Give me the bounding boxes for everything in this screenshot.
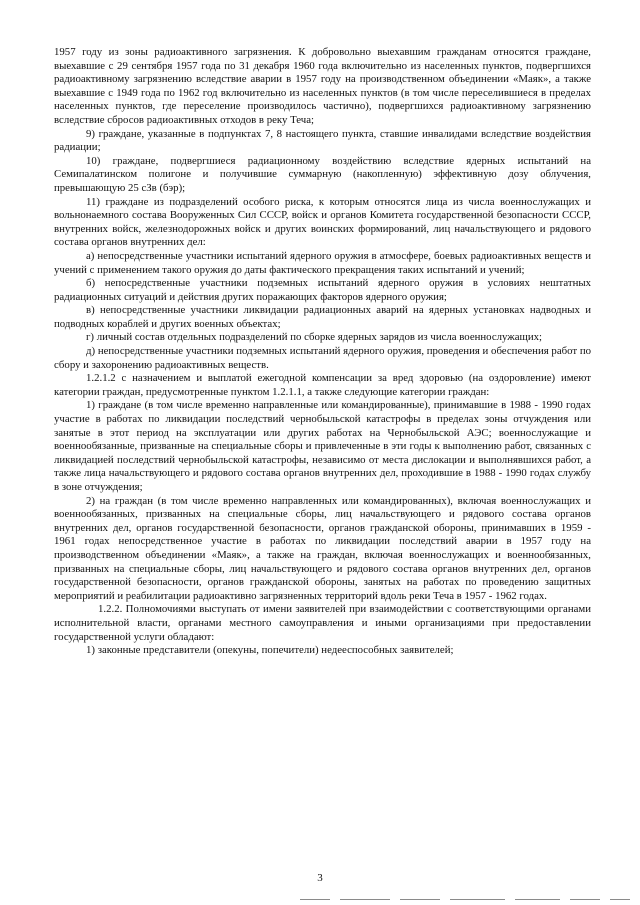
paragraph-section-1-2-1-2: 1.2.1.2 с назначением и выплатой ежегодной компенсации за вред здоровью (на оздоровление) имеют категории граждан, предусмотренные пунктом 1.2.1.1, а также следующие категории граждан: bbox=[54, 372, 591, 398]
paragraph-item-11: 11) граждане из подразделений особого риска, к которым относятся лица из числа военнослужащих и вольнонаемного состава Вооруженных Сил СССР, войск и органов Комитета государственной безопасности СССР, внутренних войск, железнодорожных войск и других воинских формирований, лиц начальствующего и рядового состава органов внутренних дел: bbox=[54, 195, 591, 249]
paragraph-subitem-v: в) непосредственные участники ликвидации радиационных аварий на ядерных установках надводных и подводных кораблей и других военных объектах; bbox=[54, 304, 591, 330]
paragraph-subitem-g: г) личный состав отдельных подразделений по сборке ядерных зарядов из числа военнослужащих; bbox=[86, 331, 543, 344]
paragraph-1-2-2-item-1: 1) законные представители (опекуны, попечители) недееспособных заявителей; bbox=[86, 644, 454, 657]
paragraph-subitem-d: д) непосредственные участники подземных испытаний ядерного оружия, проведения и обеспечения работ по сбору и захоронению радиоактивных веществ. bbox=[54, 345, 591, 371]
paragraph-continuation: 1957 году из зоны радиоактивного загрязнения. К добровольно выехавшим гражданам относятся граждане, выехавшие с 29 сентября 1957 года по 31 декабря 1960 года включительно из населенных пунктов, подвергшихся радиоактивному загрязнению вследствие аварии в 1957 году на производственном объединении «Маяк», а также выехавшие с 1949 года по 1962 год включительно из населенных пунктов (в том числе переселившиеся в пределах населенных пунктов, где переселение производилось частично), подвергшихся радиоактивному загрязнению вследствие сбросов радиоактивных отходов в реку Теча; bbox=[54, 46, 591, 126]
paragraph-item-10: 10) граждане, подвергшиеся радиационному воздействию вследствие ядерных испытаний на Семипалатинском полигоне и получившие суммарную (накопленную) эффективную дозу облучения, превышающую 25 сЗв (бэр); bbox=[54, 154, 591, 194]
paragraph-section-1-2-2: 1.2.2. Полномочиями выступать от имени заявителей при взаимодействии с соответствующими органами исполнительной власти, органами местного самоуправления и иными организациями при предоставлении государственной услуги обладают: bbox=[54, 603, 591, 643]
paragraph-1-2-1-2-item-2: 2) на граждан (в том числе временно направленных или командированных), включая военнослужащих и военнообязанных, призванных на специальные сборы, лиц начальствующего и рядового состава органов внутренних дел, органов государственной безопасности, органов гражданской обороны, принимавших в 1959 - 1961 годах непосредственное участие в работах по ликвидации последствий аварии в 1957 году на производственном объединении «Маяк», а также на граждан, включая военнослужащих и военнообязанных, призванных на специальные сборы, лиц начальствующего и рядового состава органов внутренних дел, органов государственной безопасности, органов гражданской обороны, занятых на работах по проведению защитных мероприятий и реабилитации радиоактивно загрязненных территорий вдоль реки Теча в 1957 - 1962 годах. bbox=[54, 494, 591, 602]
paragraph-subitem-a: а) непосредственные участники испытаний ядерного оружия в атмосфере, боевых радиоактивных веществ и учений с применением такого оружия до даты фактического прекращения таких испытаний и учений; bbox=[54, 249, 591, 276]
paragraph-item-9: 9) граждане, указанные в подпунктах 7, 8 настоящего пункта, ставшие инвалидами вследствие воздействия радиации; bbox=[54, 127, 591, 154]
scan-artifact-lines bbox=[300, 899, 630, 902]
page-number: 3 bbox=[317, 872, 323, 884]
paragraph-1-2-1-2-item-1: 1) граждане (в том числе временно направленные или командированные), принимавшие в 1988 - 1990 годах участие в работах по ликвидации последствий чернобыльской катастрофы в пределах зоны отчуждения или занятые в этот период на эксплуатации или других работах на Чернобыльской АЭС; военнослужащие и военнообязанные, призванные на специальные сборы и привлеченные в эти годы к выполнению работ, связанных с ликвидацией последствий чернобыльской катастрофы, независимо от места дислокации и выполнявшихся работ, а также лица начальствующего и рядового состава органов внутренних дел, проходившие в 1988 - 1990 годах службу в зоне отчуждения; bbox=[54, 399, 591, 493]
document-body bbox=[54, 46, 591, 658]
paragraph-subitem-b: б) непосредственные участники подземных испытаний ядерного оружия в условиях нештатных радиационных ситуаций и действия других поражающих факторов ядерного оружия; bbox=[54, 277, 591, 303]
